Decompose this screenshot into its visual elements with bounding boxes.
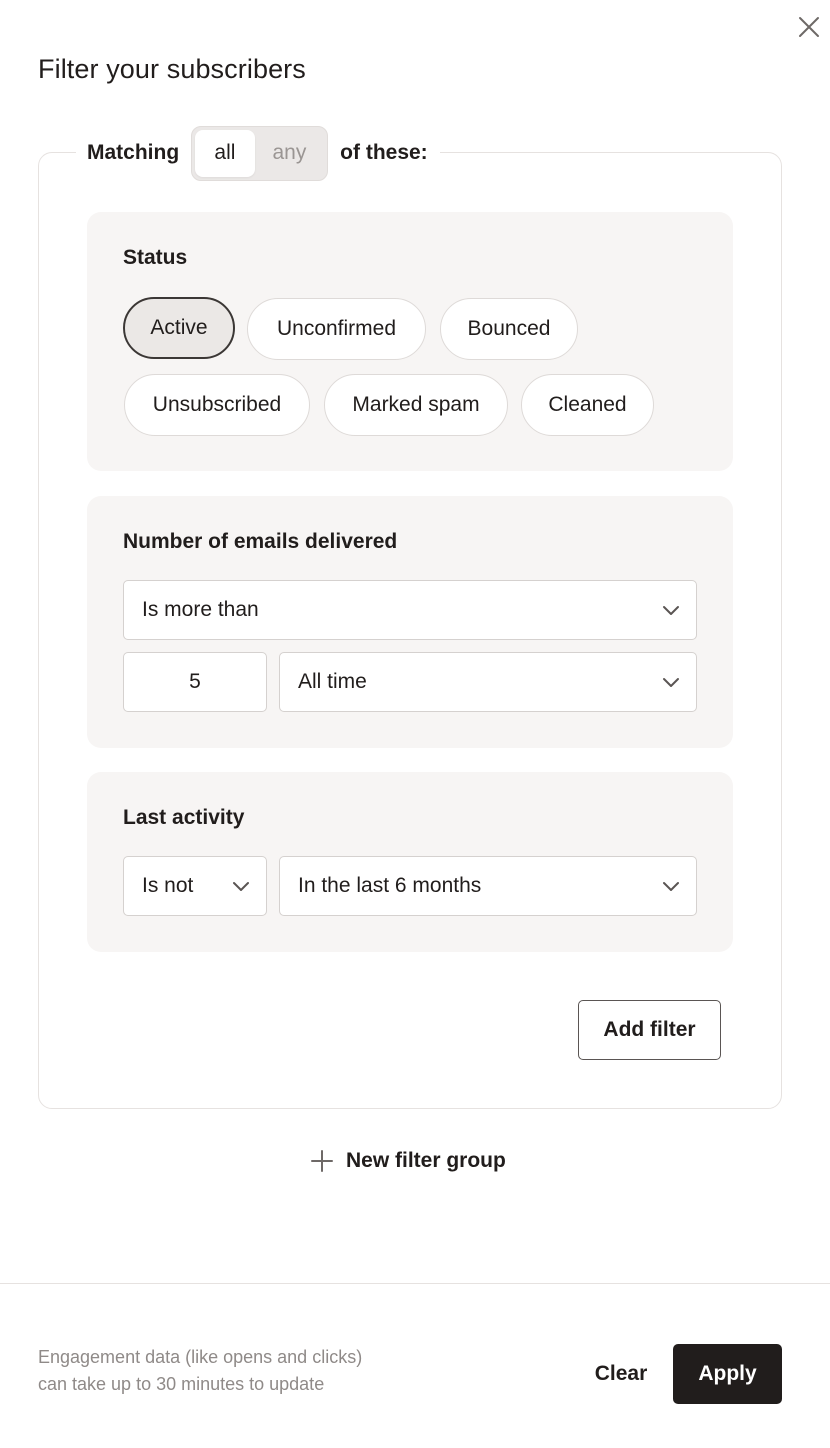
chevron-down-icon	[232, 881, 250, 892]
last-activity-period-select[interactable]	[279, 856, 697, 916]
apply-button[interactable]: Apply	[673, 1344, 782, 1404]
emails-delivered-period-value: All time	[298, 670, 367, 693]
chip-unconfirmed[interactable]: Unconfirmed	[247, 298, 426, 360]
matching-any-option[interactable]: any	[272, 141, 307, 164]
engagement-note-line-2: can take up to 30 minutes to update	[38, 1374, 325, 1394]
emails-delivered-operator-value: Is more than	[142, 598, 259, 621]
chip-unsubscribed[interactable]: Unsubscribed	[124, 374, 310, 436]
emails-delivered-count-input[interactable]	[123, 652, 267, 712]
new-filter-group-label: New filter group	[346, 1149, 506, 1172]
last-activity-filter-card	[87, 772, 733, 952]
last-activity-label: Last activity	[123, 806, 245, 829]
matching-suffix: of these:	[340, 141, 428, 164]
emails-delivered-period-select[interactable]	[279, 652, 697, 712]
add-filter-button[interactable]: Add filter	[578, 1000, 721, 1060]
emails-delivered-label: Number of emails delivered	[123, 530, 398, 553]
matching-all-option[interactable]: all	[195, 130, 255, 177]
chevron-down-icon	[662, 677, 680, 688]
emails-delivered-filter-card	[87, 496, 733, 748]
status-filter-card	[87, 212, 733, 471]
chip-active[interactable]: Active	[123, 297, 235, 359]
page-title: Filter your subscribers	[38, 54, 306, 84]
matching-legend	[76, 125, 440, 181]
engagement-note-line-1: Engagement data (like opens and clicks)	[38, 1347, 363, 1367]
status-label: Status	[123, 246, 188, 269]
close-icon	[798, 16, 820, 38]
close-button[interactable]	[796, 14, 822, 40]
footer-divider	[0, 1283, 830, 1284]
chip-bounced[interactable]: Bounced	[440, 298, 578, 360]
emails-delivered-operator-select[interactable]	[123, 580, 697, 640]
chevron-down-icon	[662, 881, 680, 892]
engagement-note	[38, 1344, 418, 1398]
chip-cleaned[interactable]: Cleaned	[521, 374, 654, 436]
plus-icon	[310, 1149, 334, 1173]
matching-toggle	[191, 126, 328, 181]
new-filter-group-button[interactable]	[310, 1143, 506, 1179]
last-activity-period-value: In the last 6 months	[298, 874, 482, 897]
last-activity-operator-value: Is not	[142, 874, 194, 897]
chip-marked-spam[interactable]: Marked spam	[324, 374, 508, 436]
clear-button[interactable]: Clear	[594, 1362, 648, 1385]
last-activity-operator-select[interactable]	[123, 856, 267, 916]
matching-prefix: Matching	[87, 141, 180, 164]
chevron-down-icon	[662, 605, 680, 616]
